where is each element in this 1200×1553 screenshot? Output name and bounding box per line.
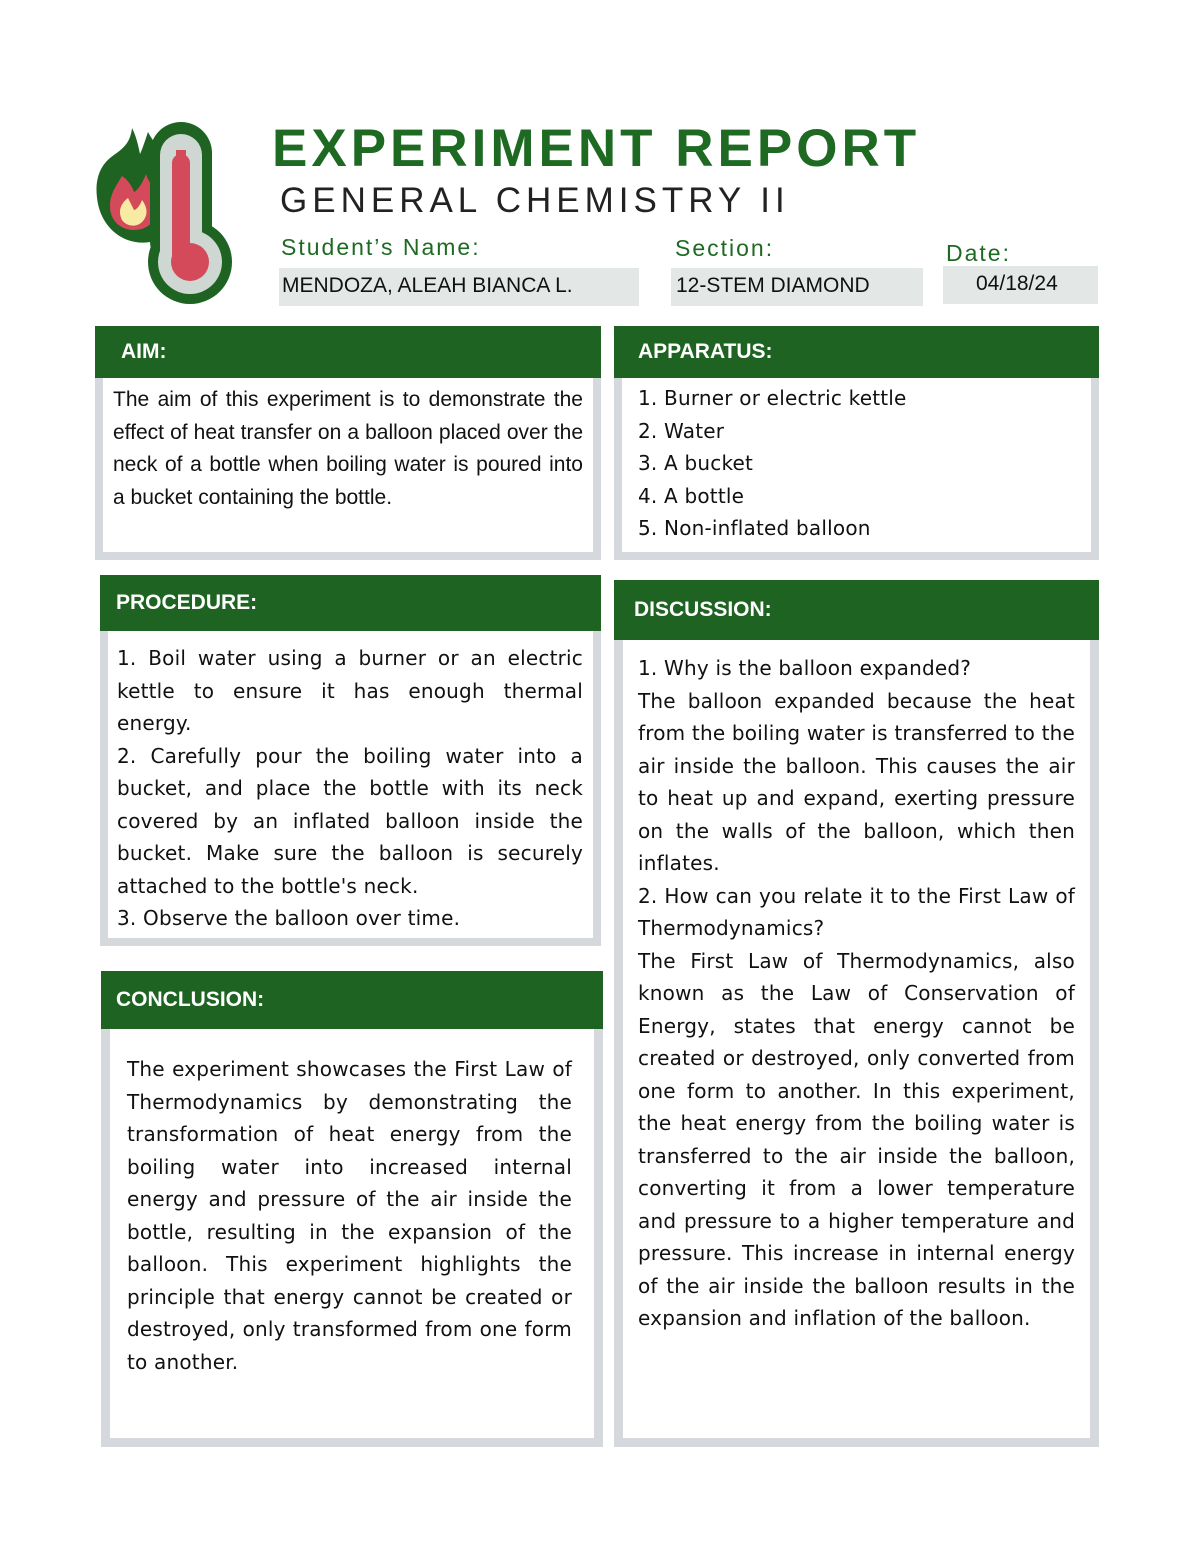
aim-card bbox=[95, 326, 601, 560]
apparatus-heading bbox=[614, 326, 1099, 378]
aim-heading bbox=[95, 326, 601, 378]
procedure-step: 2. Carefully pour the boiling water into a bucket, and place the bottle with its neck covered by an inflated balloon inside the bucket. Make sure the balloon is securely attached to the bottle's neck. bbox=[117, 743, 583, 898]
apparatus-item: 2. Water bbox=[638, 418, 725, 443]
procedure-list bbox=[117, 642, 583, 935]
conclusion-text: The experiment showcases the First Law of Thermodynamics by demonstrating the transformation of heat energy from the boiling water into increased internal energy and pressure of the air inside the bottle, resulting in the expansion of the balloon. This experiment highlights the principle that energy cannot be created or destroyed, only transformed from one form to another. bbox=[127, 1057, 572, 1374]
aim-heading-text: AIM: bbox=[121, 340, 167, 363]
procedure-step: 3. Observe the balloon over time. bbox=[117, 906, 461, 930]
report-subtitle: GENERAL CHEMISTRY II bbox=[280, 181, 790, 220]
discussion-question-2: 2. How can you relate it to the First Law of Thermodynamics? bbox=[638, 883, 1075, 940]
discussion-card bbox=[614, 580, 1099, 1447]
date-value: 04/18/24 bbox=[976, 272, 1058, 295]
procedure-heading-text: PROCEDURE: bbox=[116, 591, 258, 614]
section-label: Section: bbox=[675, 235, 775, 261]
conclusion-card bbox=[101, 971, 603, 1447]
procedure-card bbox=[100, 575, 601, 946]
apparatus-item: 1. Burner or electric kettle bbox=[638, 386, 907, 410]
apparatus-item: 3. A bucket bbox=[638, 451, 754, 475]
thermometer-flame-icon bbox=[92, 120, 237, 308]
conclusion-heading bbox=[101, 971, 603, 1029]
discussion-question-1: 1. Why is the balloon expanded? bbox=[638, 656, 972, 680]
conclusion-body bbox=[110, 1029, 594, 1438]
discussion-body bbox=[623, 640, 1090, 1438]
section-value: 12-STEM DIAMOND bbox=[676, 274, 870, 297]
apparatus-heading-text: APPARATUS: bbox=[638, 340, 773, 363]
apparatus-card bbox=[614, 326, 1099, 560]
date-label: Date: bbox=[946, 240, 1011, 266]
aim-text: The aim of this experiment is to demonstrate the effect of heat transfer on a balloon placed over the neck of a bottle when boiling water is poured into a bucket containing the bottle. bbox=[113, 388, 583, 509]
apparatus-item: 4. A bottle bbox=[638, 483, 745, 508]
discussion-answer-1: The balloon expanded because the heat from the boiling water is transferred to the air inside the balloon. This causes the air to heat up and expand, exerting pressure on the walls of the balloon, which then inflates. bbox=[638, 688, 1075, 875]
student-name-label: Student’s Name: bbox=[281, 234, 481, 260]
discussion-heading bbox=[614, 580, 1099, 640]
section-field bbox=[671, 268, 923, 306]
student-name-value: MENDOZA, ALEAH BIANCA L. bbox=[282, 274, 573, 297]
conclusion-heading-text: CONCLUSION: bbox=[116, 988, 265, 1011]
discussion-answer-2: The First Law of Thermodynamics, also known as the Law of Conservation of Energy, states that energy cannot be created or destroyed, only converted from one form to another. In this experiment, the heat energy from the boiling water is transferred to the air inside the balloon, converting it from a lower temperature and pressure to a higher temperature and pressure. This increase in internal energy of the air inside the balloon results in the expansion and inflation of the balloon. bbox=[638, 948, 1075, 1330]
apparatus-list bbox=[638, 382, 1077, 545]
report-title: EXPERIMENT REPORT bbox=[272, 119, 921, 178]
aim-body bbox=[103, 378, 593, 552]
apparatus-item: 5. Non-inflated balloon bbox=[638, 516, 871, 540]
date-field bbox=[943, 266, 1098, 304]
procedure-step: 1. Boil water using a burner or an electric kettle to ensure it has enough thermal energy. bbox=[117, 646, 583, 735]
procedure-heading bbox=[100, 575, 601, 631]
student-name-field bbox=[279, 268, 639, 306]
apparatus-body bbox=[622, 378, 1091, 552]
discussion-heading-text: DISCUSSION: bbox=[634, 598, 772, 621]
procedure-body bbox=[108, 631, 593, 938]
